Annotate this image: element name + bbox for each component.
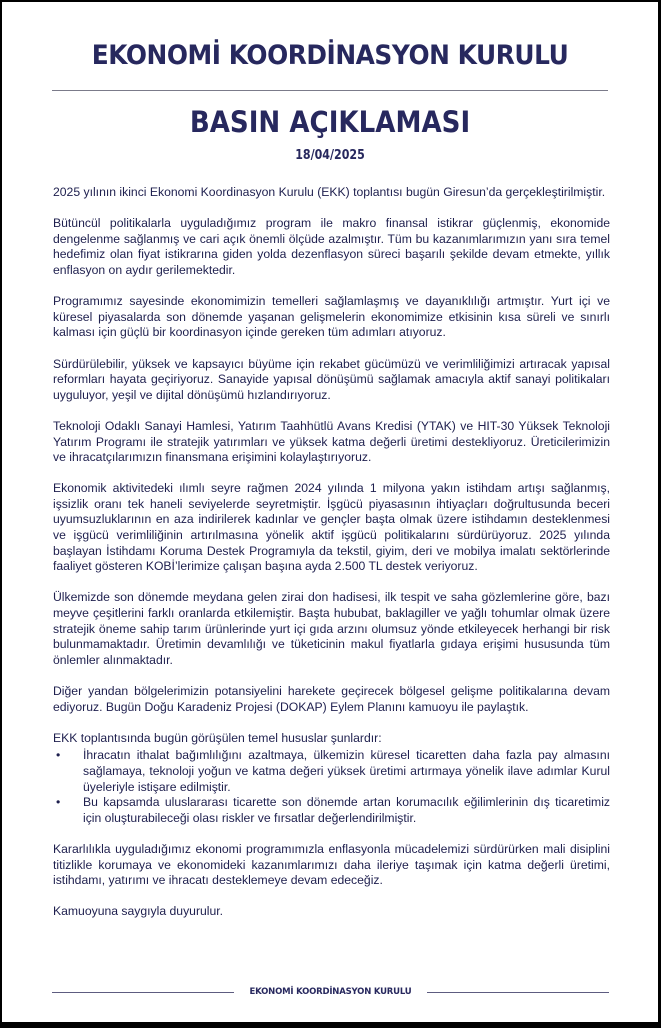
footer-rule-right — [427, 992, 609, 993]
document-title: BASIN AÇIKLAMASI — [189, 105, 471, 139]
list-item-text: İhracatın ithalat bağımlılığını azaltmaya, ülkemizin küresel ticaretten daha fazla pay almasını sağlamaya, teknoloji yoğun ve katma değeri yüksek üretimi artırmaya yönelik ilave adımlar Kurul üyeleriyle istişare edilmiştir. — [83, 748, 610, 794]
bullet-icon: • — [56, 795, 61, 810]
paragraph-resilience: Programımız sayesinde ekonomimizin temelleri sağlamlaşmış ve dayanıklılığı artmıştır. Yurt içi ve küresel piyasalarda son dönemde yaşanan gelişmelerin ekonomimize etkisinin kısa süreli ve sınırlı kalması için güçlü bir koordinasyon içinde gereken tüm adımları atıyoruz. — [53, 294, 610, 340]
list-item — [53, 795, 610, 826]
key-topics-list — [53, 748, 610, 826]
footer-rule-left — [52, 992, 234, 993]
header-divider — [52, 90, 608, 91]
paragraph-financial-stability: Bütüncül politikalarla uyguladığımız program ile makro finansal istikrar güçlenmiş, ekonomide dengelenme sağlanmış ve cari açık önemli ölçüde azalmıştır. Tüm bu kazanımlarımızın yanı sıra temel hedefimiz olan fiyat istikrarına giden yolda dezenflasyon süreci başarılı şekilde devam etmekte, yıllık enflasyon on aydır gerilemektedir. — [53, 216, 610, 277]
paragraph-structural-reforms: Sürdürülebilir, yüksek ve kapsayıcı büyüme için rekabet gücümüzü ve verimliliğimizi artıracak yapısal reformları hayata geçiriyoruz. Sanayide yapısal dönüşümü sağlamak amacıyla aktif sanayi politikaları uyguluyor, yeşil ve dijital dönüşümü hızlandırıyoruz. — [53, 356, 610, 402]
sign-off: Kamuoyuna saygıyla duyurulur. — [53, 904, 224, 919]
list-item-text: Bu kapsamda uluslararası ticarette son dönemde artan korumacılık eğilimlerinin dış ticaretimiz için oluşturabileceği olası riskler ve fırsatlar değerlendirilmiştir. — [83, 795, 610, 825]
bullet-icon: • — [56, 748, 61, 763]
paragraph-closing: Kararlılıkla uyguladığımız ekonomi programımızla enflasyonla mücadelemizi sürdürürken mali disiplini titizlikle korumaya ve ekonomideki kazanımlarımızı daha ileriye taşımak için katma değerli üretimi, istihdamı, yatırımı ve ihracatı desteklemeye devam edeceğiz. — [53, 841, 610, 888]
document-body — [53, 185, 610, 936]
paragraph-investment-programs: Teknoloji Odaklı Sanayi Hamlesi, Yatırım Taahhütlü Avans Kredisi (YTAK) ve HIT-30 Yüksek Teknoloji Yatırım Programı ile stratejik yatırımları ve yüksek katma değerli üretimi destekliyoruz. Üreticilerimizin ve ihracatçılarımızın finansmana erişimini kolaylaştırıyoruz. — [53, 418, 610, 465]
paragraph-intro: 2025 yılının ikinci Ekonomi Koordinasyon Kurulu (EKK) toplantısı bugün Giresun’da gerçekleştirilmiştir. — [53, 185, 606, 199]
list-item — [53, 748, 610, 795]
document-date: 18/04/2025 — [295, 148, 365, 163]
footer-label: EKONOMİ KOORDİNASYON KURULU — [249, 987, 412, 997]
press-release-page — [2, 2, 658, 1022]
paragraph-regional-development: Diğer yandan bölgelerimizin potansiyelini harekete geçirecek bölgesel gelişme politikalarına devam ediyoruz. Bugün Doğu Karadeniz Projesi (DOKAP) Eylem Planını kamuoyu ile paylaştık. — [53, 684, 610, 714]
paragraph-agriculture-frost: Ülkemizde son dönemde meydana gelen zirai don hadisesi, ilk tespit ve saha gözlemlerine göre, bazı meyve çeşitlerini farklı oranlarda etkilemiştir. Başta hububat, baklagiller ve yağlı tohumlar olmak üzere stratejik öneme sahip tarım ürünlerinde yurt içi gıda arzını olumsuz yönde etkileyecek herhangi bir risk bulunmamaktadır. Üretimin devamlılığı ve tüketicinin makul fiyatlarla gıdaya erişimi hususunda tüm önlemler alınmaktadır. — [53, 590, 610, 667]
paragraph-employment: Ekonomik aktivitedeki ılımlı seyre rağmen 2024 yılında 1 milyona yakın istihdam artışı sağlanmış, işsizlik oranı tek haneli seviyelerde seyretmiştir. İşgücü piyasasının ihtiyaçları doğrultusunda beceri uyumsuzluklarının en aza indirilerek kadınlar ve gençler başta olmak üzere istihdamın desteklenmesi ve işgücü verimliliğinin artırılmasına yönelik aktif işgücü politikalarını sürdürüyoruz. 2025 yılında başlayan İstihdamı Koruma Destek Programıyla da tekstil, giyim, deri ve mobilya imalatı sektörlerinde faaliyet gösteren KOBİ’lerimize çalışan başına ayda 2.500 TL destek veriyoruz. — [53, 481, 610, 574]
organization-title: EKONOMİ KOORDİNASYON KURULU — [91, 40, 569, 71]
footer — [52, 985, 609, 999]
list-intro: EKK toplantısında bugün görüşülen temel hususlar şunlardır: — [53, 730, 382, 745]
